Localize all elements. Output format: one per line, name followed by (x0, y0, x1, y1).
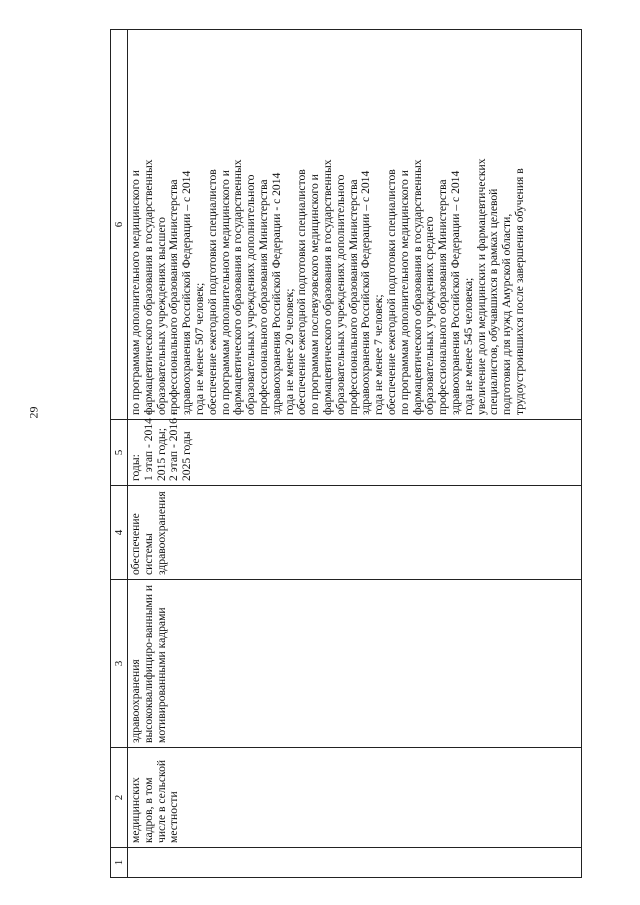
table-row (128, 30, 582, 878)
rotated-table-sheet (110, 30, 582, 878)
c5-line: 2015 годы; (154, 428, 168, 481)
cell-col-2 (128, 748, 582, 848)
c6-line: профессионального образования Министерства (346, 179, 360, 415)
cell-col-6-lines (130, 34, 527, 415)
c5-line: годы: (129, 454, 142, 481)
cell-col-5-lines (129, 411, 194, 481)
c6-line: образовательных учреждениях дополнительного (333, 174, 347, 415)
c6-line: года не менее 507 человек; (192, 282, 206, 415)
c5-line: 2025 годы (180, 431, 194, 481)
c6-line: по программам послевузовского медицинского и (308, 174, 322, 415)
c6-line: увеличение доли медицинских и фармацевтических (474, 158, 488, 415)
c6-line: здравоохранения Российской Федерации – с 2014 (359, 170, 373, 415)
c6-line: по программам дополнительного медицинского и (397, 170, 411, 415)
header-col-6: 6 (111, 30, 128, 420)
c6-line: обеспечение ежегодной подготовки специалистов (384, 169, 398, 415)
cell-col-4-text: обеспечение системы здравоохранения (129, 491, 168, 575)
cell-col-3-text: здравоохранения высококвалифициро-ванными и мотивированными кадрами (129, 584, 168, 743)
c6-line: фармацевтического образования в государственных (410, 159, 424, 415)
c6-line: года не менее 7 человек; (372, 294, 386, 415)
c5-line: 1 этап - 2014 - (141, 411, 155, 481)
c6-line: здравоохранения Российской Федерации – с 2014 (180, 170, 194, 415)
c5-line: 2 этап - 2016 - (167, 411, 181, 481)
c6-line: образовательных учреждениях дополнительного (244, 174, 258, 415)
c6-line: специалистов, обучавшихся в рамках целевой (487, 188, 501, 415)
header-col-4: 4 (111, 486, 128, 580)
cell-col-5 (128, 411, 582, 486)
c6-line: профессионального образования Министерства (256, 179, 270, 415)
header-col-5: 5 (111, 420, 128, 486)
cell-col-1 (128, 848, 582, 878)
c6-line: профессионального образования Министерства (167, 179, 181, 415)
c6-line: образовательных учреждениях высшего (154, 217, 168, 415)
program-table (110, 29, 582, 878)
c6-line: обеспечение ежегодной подготовки специалистов (205, 169, 219, 415)
c6-line: здравоохранения Российской Федерации - с 2014 (269, 172, 283, 415)
c6-line: фармацевтического образования в государственных (141, 159, 155, 415)
c6-line: здравоохранения Российской Федерации – с 2014 (448, 170, 462, 415)
c6-line: образовательных учреждениях среднего (423, 216, 437, 415)
c6-line: по программам дополнительного медицинского и (129, 170, 142, 415)
c6-line: трудоустроившихся после завершения обучения в (512, 168, 526, 415)
page-number: 29 (26, 406, 41, 419)
cell-col-6 (128, 30, 582, 420)
c6-line: года не менее 20 человек; (282, 288, 296, 415)
cell-col-2-text: медицинских кадров, в том числе в сельской местности (129, 759, 181, 843)
c6-line: фармацевтического образования в государственных (231, 159, 245, 415)
header-col-1: 1 (111, 848, 128, 878)
c6-line: обеспечение ежегодной подготовки специалистов (295, 169, 309, 415)
c6-line: профессионального образования Министерства (436, 179, 450, 415)
c6-line: фармацевтического образования в государственных (320, 159, 334, 415)
c6-line: года не менее 545 человека; (461, 277, 475, 415)
cell-col-3 (128, 580, 582, 748)
header-row (111, 30, 128, 878)
c6-line: по программам дополнительного медицинского и (218, 170, 232, 415)
header-col-3: 3 (111, 580, 128, 748)
header-col-2: 2 (111, 748, 128, 848)
cell-col-4 (128, 486, 582, 580)
c6-line: подготовки для нужд Амурской области, (500, 213, 514, 415)
